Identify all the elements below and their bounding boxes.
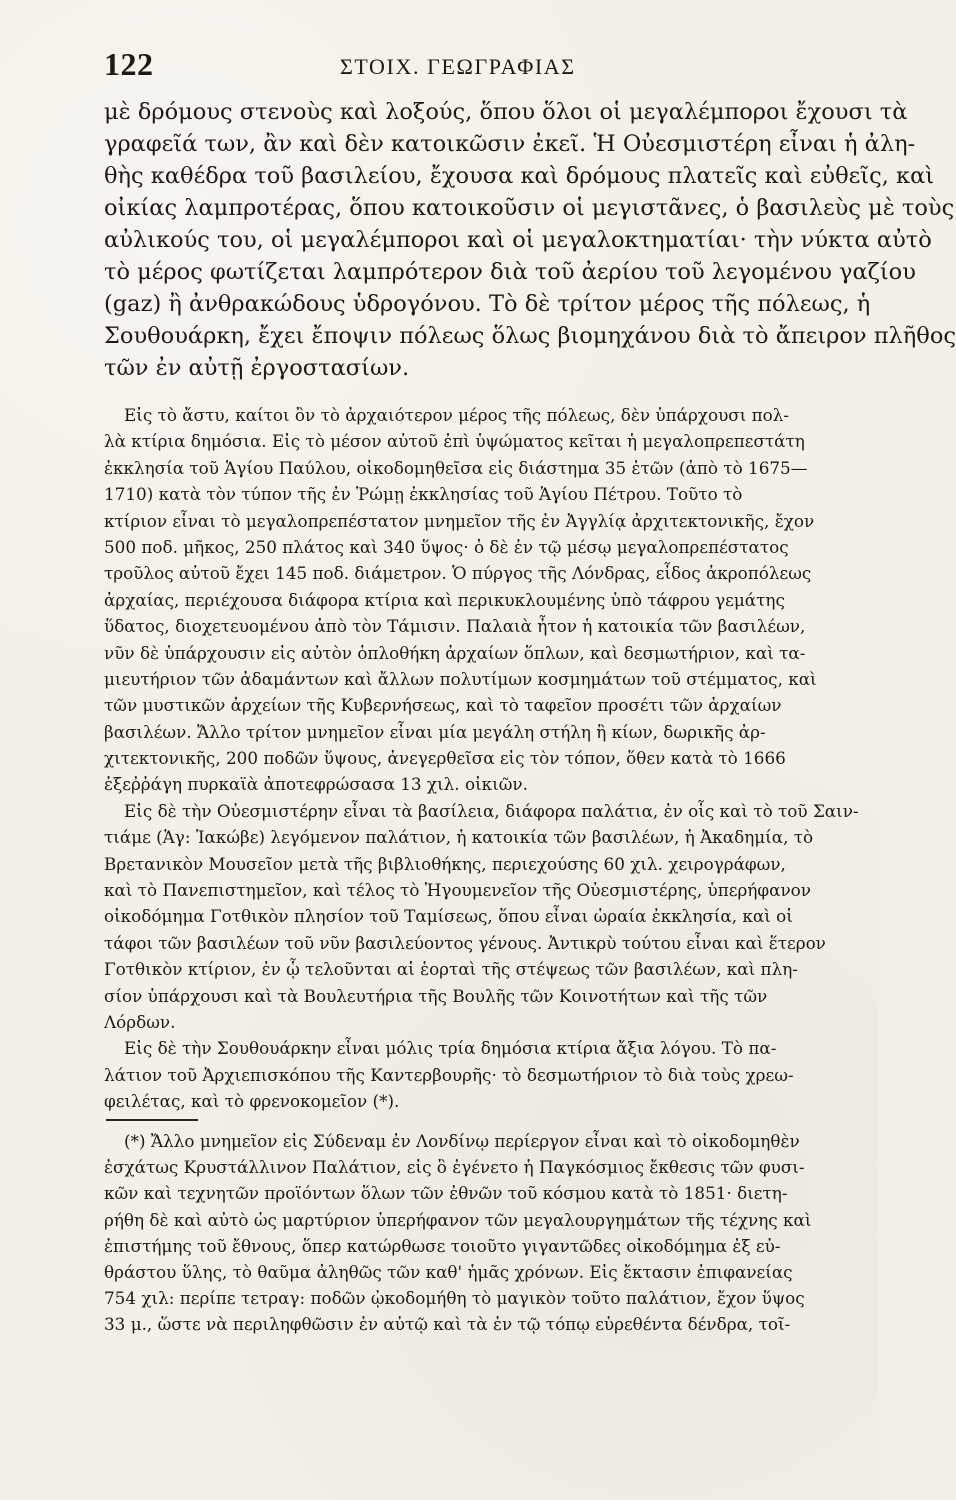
page-number: 122 [104, 46, 154, 82]
text-line: Εἰς δὲ τὴν Οὐεσμιστέρην εἶναι τὰ βασίλεια, διάφορα παλάτια, ἐν οἷς καὶ τὸ τοῦ Σαιν- [124, 800, 859, 821]
text-line: ἐκκλησία τοῦ Ἁγίου Παύλου, οἰκοδομηθεῖσα εἰς διάστημα 35 ἐτῶν (ἀπὸ τὸ 1675— [104, 457, 808, 478]
text-line: Σουθουάρκη, ἔχει ἔποψιν πόλεως ὅλως βιομηχάνου διὰ τὸ ἄπειρον πλῆθος [104, 323, 956, 349]
text-line: καὶ τὸ Πανεπιστημεῖον, καὶ τέλος τὸ Ἡγουμενεῖον τῆς Οὐεσμιστέρης, ὑπερήφανον [104, 880, 811, 901]
text-line: τάφοι τῶν βασιλέων τοῦ νῦν βασιλεύοντος γένους. Ἀντικρὺ τούτου εἶναι καὶ ἕτερον [104, 932, 826, 953]
text-line: μιευτήριον τῶν ἀδαμάντων καὶ ἄλλων πολυτίμων κοσμημάτων τοῦ στέμματος, καὶ [104, 668, 817, 689]
text-line: 1710) κατὰ τὸν τύπον τῆς ἐν Ῥώμῃ ἐκκλησίας τοῦ Ἁγίου Πέτρου. Τοῦτο τὸ [104, 484, 743, 505]
text-line: νῦν δὲ ὑπάρχουσιν εἰς αὐτὸν ὁπλοθήκη ἀρχαίων ὅπλων, καὶ δεσμωτήριον, καὶ τα- [104, 642, 806, 663]
text-line: θράστου ὕλης, τὸ θαῦμα ἀληθῶς τῶν καθ' ἡμᾶς χρόνων. Εἰς ἔκτασιν ἐπιφανείας [104, 1261, 793, 1282]
text-line: ὕδατος, διοχετευομένου ἀπὸ τὸν Τάμισιν. Παλαιὰ ἦτον ἡ κατοικία τῶν βασιλέων, [104, 616, 806, 637]
text-line: κτίριον εἶναι τὸ μεγαλοπρεπέστατον μνημεῖον τῆς ἐν Ἀγγλίᾳ ἀρχιτεκτονικῆς, ἔχον [104, 510, 815, 531]
text-line: τῶν ἐν αὐτῇ ἐργοστασίων. [104, 355, 410, 381]
running-head: ΣΤΟΙΧ. ΓΕΩΓΡΑΦΙΑΣ [340, 54, 576, 79]
text-line: Λόρδων. [104, 1011, 176, 1032]
text-line: οἰκίας λαμπροτέρας, ὅπου κατοικοῦσιν οἱ μεγιστᾶνες, ὁ βασιλεὺς μὲ τοὺς [104, 195, 955, 221]
small-text [104, 402, 859, 1115]
text-line: (gaz) ἢ ἀνθρακώδους ὑδρογόνου. Τὸ δὲ τρίτον μέρος τῆς πόλεως, ἡ [104, 291, 871, 317]
text-line: ρήθη δὲ καὶ αὐτὸ ὡς μαρτύριον ὑπερήφανον τῶν μεγαλουργημάτων τῆς τέχνης καὶ [104, 1209, 812, 1230]
text-line: μὲ δρόμους στενοὺς καὶ λοξούς, ὅπου ὅλοι οἱ μεγαλέμποροι ἔχουσι τὰ [104, 99, 908, 125]
text-line: ἐξεῤῥάγη πυρκαϊὰ ἀποτεφρώσασα 13 χιλ. οἰκιῶν. [104, 774, 528, 795]
text-line: 754 χιλ: περίπε τετραγ: ποδῶν ᾠκοδομήθη τὸ μαγικὸν τοῦτο παλάτιον, ἔχον ὕψος [104, 1288, 805, 1309]
text-line: αὐλικούς του, οἱ μεγαλέμποροι καὶ οἱ μεγαλοκτηματίαι· τὴν νύκτα αὐτὸ [104, 227, 932, 253]
text-line: θὴς καθέδρα τοῦ βασιλείου, ἔχουσα καὶ δρόμους πλατεῖς καὶ εὐθεῖς, καὶ [104, 163, 935, 189]
text-line: Βρετανικὸν Μουσεῖον μετὰ τῆς βιβλιοθήκης, περιεχούσης 60 χιλ. χειρογράφων, [104, 853, 786, 874]
main-text [104, 96, 956, 384]
text-line: τροῦλος αὐτοῦ ἔχει 145 ποδ. διάμετρον. Ὁ πύργος τῆς Λόνδρας, εἶδος ἀκροπόλεως [104, 563, 812, 584]
text-line: τῶν μυστικῶν ἀρχείων τῆς Κυβερνήσεως, καὶ τὸ ταφεῖον προσέτι τῶν ἀρχαίων [104, 695, 782, 716]
text-line: ἀρχαίας, περιέχουσα διάφορα κτίρια καὶ περικυκλουμένης ὑπὸ τάφρου γεμάτης [104, 589, 785, 610]
text-line: κῶν καὶ τεχνητῶν προϊόντων ὅλων τῶν ἐθνῶν τοῦ κόσμου κατὰ τὸ 1851· διετη- [104, 1183, 788, 1204]
text-line: οἰκοδόμημα Γοτθικὸν πλησίον τοῦ Ταμίσεως, ὅπου εἶναι ὡραία ἐκκλησία, καὶ οἱ [104, 906, 793, 927]
text-line: 33 μ., ὥστε νὰ περιληφθῶσιν ἐν αὐτῷ καὶ τὰ ἐν τῷ τόπῳ εὑρεθέντα δένδρα, τοῖ- [104, 1314, 791, 1335]
text-line: σίον ὑπάρχουσι καὶ τὰ Βουλευτήρια τῆς Βουλῆς τῶν Κοινοτήτων καὶ τῆς τῶν [104, 985, 768, 1006]
text-line: λὰ κτίρια δημόσια. Εἰς τὸ μέσον αὐτοῦ ἐπὶ ὑψώματος κεῖται ἡ μεγαλοπρεπεστάτη [104, 431, 805, 452]
text-line: βασιλέων. Ἄλλο τρίτον μνημεῖον εἶναι μία μεγάλη στήλη ἢ κίων, δωρικῆς ἀρ- [104, 721, 766, 742]
page-header [104, 46, 804, 84]
text-line: 500 ποδ. μῆκος, 250 πλάτος καὶ 340 ὕψος· ὁ δὲ ἐν τῷ μέσῳ μεγαλοπρεπέστατος [104, 536, 789, 557]
footnote-text [104, 1128, 812, 1338]
text-line: χιτεκτονικῆς, 200 ποδῶν ὕψους, ἀνεγερθεῖσα εἰς τὸν τόπον, ὅθεν κατὰ τὸ 1666 [104, 748, 786, 769]
text-line: Εἰς δὲ τὴν Σουθουάρκην εἶναι μόλις τρία δημόσια κτίρια ἄξια λόγου. Τὸ πα- [124, 1038, 777, 1059]
text-line: ἐπιστήμης τοῦ ἔθνους, ὅπερ κατώρθωσε τοιοῦτο γιγαντῶδες οἰκοδόμημα ἐξ εὐ- [104, 1235, 781, 1256]
text-line: (*) Ἄλλο μνημεῖον εἰς Σύδεναμ ἐν Λονδίνῳ περίεργον εἶναι καὶ τὸ οἰκοδομηθὲν [124, 1131, 800, 1151]
text-line: Εἰς τὸ ἄστυ, καίτοι ὂν τὸ ἀρχαιότερον μέρος τῆς πόλεως, δὲν ὑπάρχουσι πολ- [124, 405, 790, 425]
text-line: τιάμε (Ἁγ: Ἰακώβε) λεγόμενον παλάτιον, ἡ κατοικία τῶν βασιλέων, ἡ Ἀκαδημία, τὸ [104, 827, 814, 848]
text-line: γραφεῖά των, ἂν καὶ δὲν κατοικῶσιν ἐκεῖ. Ἡ Οὐεσμιστέρη εἶναι ἡ ἀλη- [104, 131, 916, 157]
text-line: Γοτθικὸν κτίριον, ἐν ᾧ τελοῦνται αἱ ἑορταὶ τῆς στέψεως τῶν βασιλέων, καὶ πλη- [104, 959, 798, 980]
text-line: φειλέτας, καὶ τὸ φρενοκομεῖον (*). [104, 1091, 400, 1112]
text-line: λάτιον τοῦ Ἀρχιεπισκόπου τῆς Καντερβουρῆς· τὸ δεσμωτήριον τὸ διὰ τοὺς χρεω- [104, 1064, 794, 1085]
footnote-divider [106, 1119, 198, 1121]
text-line: ἐσχάτως Κρυστάλλινον Παλάτιον, εἰς ὃ ἐγένετο ἡ Παγκόσμιος ἔκθεσις τῶν φυσι- [104, 1157, 805, 1178]
text-line: τὸ μέρος φωτίζεται λαμπρότερον διὰ τοῦ ἀερίου τοῦ λεγομένου γαζίου [104, 259, 916, 285]
